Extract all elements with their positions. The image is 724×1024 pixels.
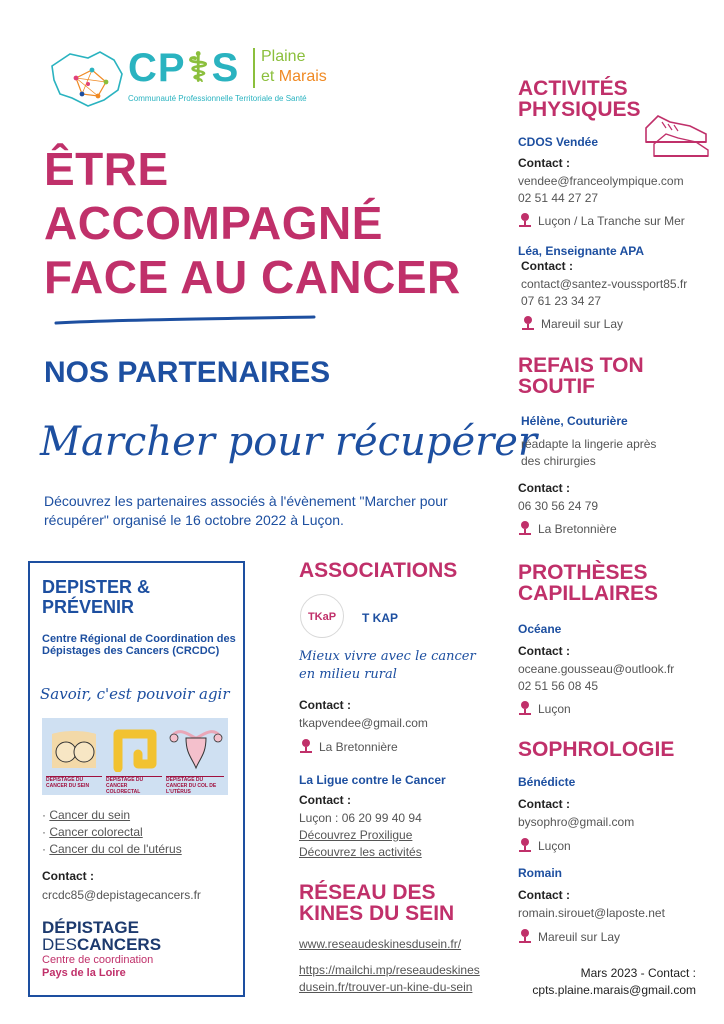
depister-link-row: · Cancer du sein — [42, 808, 131, 822]
cdos-name: CDOS Vendée — [518, 135, 599, 149]
logo-et: et — [261, 68, 275, 85]
benedicte-place-row — [518, 837, 571, 855]
tkap-contact-label: Contact : — [299, 698, 351, 712]
depister-link-row: · Cancer colorectal — [42, 825, 143, 839]
kines-link-2a[interactable]: https://mailchi.mp/reseaudeskines — [299, 963, 480, 977]
logo-plaine: Plaine — [261, 48, 306, 65]
depister-title-1: DEPISTER & — [42, 577, 151, 597]
img-label-sein: DÉPISTAGE DU CANCER DU SEIN — [46, 776, 102, 789]
cdos-place-row — [518, 212, 685, 230]
soutif-title-2: SOUTIF — [518, 375, 595, 398]
cdos-email: vendee@franceolympique.com — [518, 174, 684, 188]
benedicte-email: bysophro@gmail.com — [518, 815, 635, 829]
kines-title-2: KINES DU SEIN — [299, 902, 455, 925]
img-label-colorectal: DÉPISTAGE DU CANCER COLORECTAL — [106, 776, 162, 795]
logo-letters-left: CP — [128, 46, 186, 90]
depister-links — [42, 807, 182, 858]
soutif-desc-1: réadapte la lingerie après — [521, 437, 657, 451]
ligue-contact-label: Contact : — [299, 793, 351, 807]
lea-place-row — [521, 315, 623, 333]
ligue-link-proxiligue[interactable]: Découvrez Proxiligue — [299, 828, 413, 842]
cdos-place: Luçon / La Tranche sur Mer — [538, 214, 685, 228]
soutif-contact-label: Contact : — [518, 481, 570, 495]
kines-link-2b[interactable]: dusein.fr/trouver-un-kine-du-sein — [299, 980, 473, 994]
footer — [532, 965, 696, 999]
lea-email: contact@santez-voussport85.fr — [521, 277, 688, 291]
ligue-name: La Ligue contre le Cancer — [299, 773, 446, 787]
img-label-uterus: DÉPISTAGE DU CANCER DU COL DE L'UTÉRUS — [166, 776, 224, 795]
lea-contact-label: Contact : — [521, 259, 573, 273]
protheses-place: Luçon — [538, 702, 571, 716]
tkap-place: La Bretonnière — [319, 740, 398, 754]
romain-email: romain.sirouet@laposte.net — [518, 906, 665, 920]
brand-sub-2: Pays de la Loire — [42, 967, 126, 979]
romain-name: Romain — [518, 866, 563, 880]
depister-org: Centre Régional de Coordination des Dépistages des Cancers (CRCDC) — [42, 633, 236, 657]
depistage-illustration — [42, 718, 228, 795]
location-pin-icon — [299, 738, 313, 754]
romain-place: Mareuil sur Lay — [538, 930, 621, 944]
hero-line-3: FACE AU CANCER — [44, 251, 461, 303]
cdos-phone: 02 51 44 27 27 — [518, 191, 599, 205]
activites-title-2: PHYSIQUES — [518, 98, 641, 121]
brand-line-1: DÉPISTAGE — [42, 918, 139, 937]
link-cancer-colorectal[interactable]: Cancer colorectal — [49, 825, 143, 839]
kines-link-website[interactable]: www.reseaudeskinesdusein.fr/ — [299, 937, 462, 951]
depister-box — [28, 561, 245, 997]
location-pin-icon — [521, 315, 535, 331]
footer-line-1: Mars 2023 - Contact : — [580, 966, 696, 980]
kines-link-mailchimp[interactable] — [299, 962, 480, 996]
soutif-phone: 06 30 56 24 79 — [518, 499, 599, 513]
protheses-place-row — [518, 700, 571, 718]
location-pin-icon — [518, 928, 532, 944]
brand-cancers: CANCERS — [76, 935, 162, 954]
hero-line-1: ÊTRE — [44, 143, 169, 195]
vendee-map-icon — [48, 48, 132, 110]
location-pin-icon — [518, 700, 532, 716]
logo-marais: Marais — [278, 68, 327, 85]
activites-title-1: ACTIVITÉS — [518, 77, 628, 100]
tkap-motto: Mieux vivre avec le cancer en milieu rural — [299, 649, 476, 682]
brush-divider — [54, 314, 316, 328]
protheses-title-1: PROTHÈSES — [518, 561, 648, 584]
ligue-link-activites[interactable]: Découvrez les activités — [299, 845, 422, 859]
depister-contact-label: Contact : — [42, 869, 94, 883]
tkap-name: T KAP — [362, 611, 398, 625]
depister-title-2: PRÉVENIR — [42, 597, 135, 617]
logo-tagline: Communauté Professionnelle Territoriale de Santé — [128, 94, 307, 103]
intro-text: Découvrez les partenaires associés à l'évènement "Marcher pour récupérer" organisé le 16 octobre 2022 à Luçon. — [44, 493, 448, 528]
soutif-title — [518, 355, 644, 397]
script-title: Marcher pour récupérer — [40, 419, 538, 465]
activites-title — [518, 78, 641, 120]
protheses-contact-label: Contact : — [518, 644, 570, 658]
tkap-logo-text: TKaP — [307, 611, 337, 623]
sneakers-icon — [640, 108, 712, 160]
helene-name: Hélène, Couturière — [521, 414, 628, 428]
depister-motto: Savoir, c'est pouvoir agir — [40, 685, 230, 703]
benedicte-contact-label: Contact : — [518, 797, 570, 811]
benedicte-name: Bénédicte — [518, 775, 576, 789]
soutif-desc-2: des chirurgies — [521, 454, 596, 468]
caduceus-icon: ⚕ — [187, 46, 210, 90]
protheses-phone: 02 51 56 08 45 — [518, 679, 599, 693]
logo-letters-right: S — [211, 46, 240, 90]
tkap-logo — [300, 594, 344, 638]
link-cancer-sein[interactable]: Cancer du sein — [49, 808, 131, 822]
link-cancer-col-uterus[interactable]: Cancer du col de l'utérus — [49, 842, 182, 856]
kines-title — [299, 882, 454, 924]
brand-des: DES — [42, 935, 77, 954]
uterus-illustration-icon — [168, 724, 224, 772]
depister-email: crcdc85@depistagecancers.fr — [42, 888, 201, 902]
soutif-title-1: REFAIS TON — [518, 354, 644, 377]
lea-phone: 07 61 23 34 27 — [521, 294, 602, 308]
cdos-contact-label: Contact : — [518, 156, 570, 170]
footer-line-2: cpts.plaine.marais@gmail.com — [532, 983, 696, 997]
protheses-email: oceane.gousseau@outlook.fr — [518, 662, 675, 676]
romain-place-row — [518, 928, 620, 946]
hero-title — [44, 142, 461, 304]
kines-title-1: RÉSEAU DES — [299, 881, 436, 904]
brand-sub-1: Centre de coordination — [42, 954, 154, 966]
lea-place: Mareuil sur Lay — [541, 317, 624, 331]
soutif-desc — [521, 436, 656, 470]
associations-title: ASSOCIATIONS — [299, 559, 458, 582]
location-pin-icon — [518, 837, 532, 853]
benedicte-place: Luçon — [538, 839, 571, 853]
sophrologie-title: SOPHROLOGIE — [518, 738, 675, 761]
depister-link-row: · Cancer du col de l'utérus — [42, 842, 182, 856]
hero-line-2: ACCOMPAGNÉ — [44, 197, 383, 249]
tkap-place-row — [299, 738, 398, 756]
depistage-brand-logo — [42, 919, 161, 980]
lea-name: Léa, Enseignante APA — [518, 244, 645, 258]
oceane-name: Océane — [518, 622, 562, 636]
soutif-place: La Bretonnière — [538, 522, 617, 536]
ligue-phone: Luçon : 06 20 99 40 94 — [299, 811, 422, 825]
romain-contact-label: Contact : — [518, 888, 570, 902]
tkap-email: tkapvendee@gmail.com — [299, 716, 428, 730]
protheses-title — [518, 562, 658, 604]
colon-illustration-icon — [108, 724, 162, 772]
cpts-logo — [48, 44, 348, 110]
breast-illustration-icon — [48, 724, 100, 772]
location-pin-icon — [518, 212, 532, 228]
soutif-place-row — [518, 520, 617, 538]
protheses-title-2: CAPILLAIRES — [518, 582, 659, 605]
location-pin-icon — [518, 520, 532, 536]
partners-title: NOS PARTENAIRES — [44, 356, 331, 389]
